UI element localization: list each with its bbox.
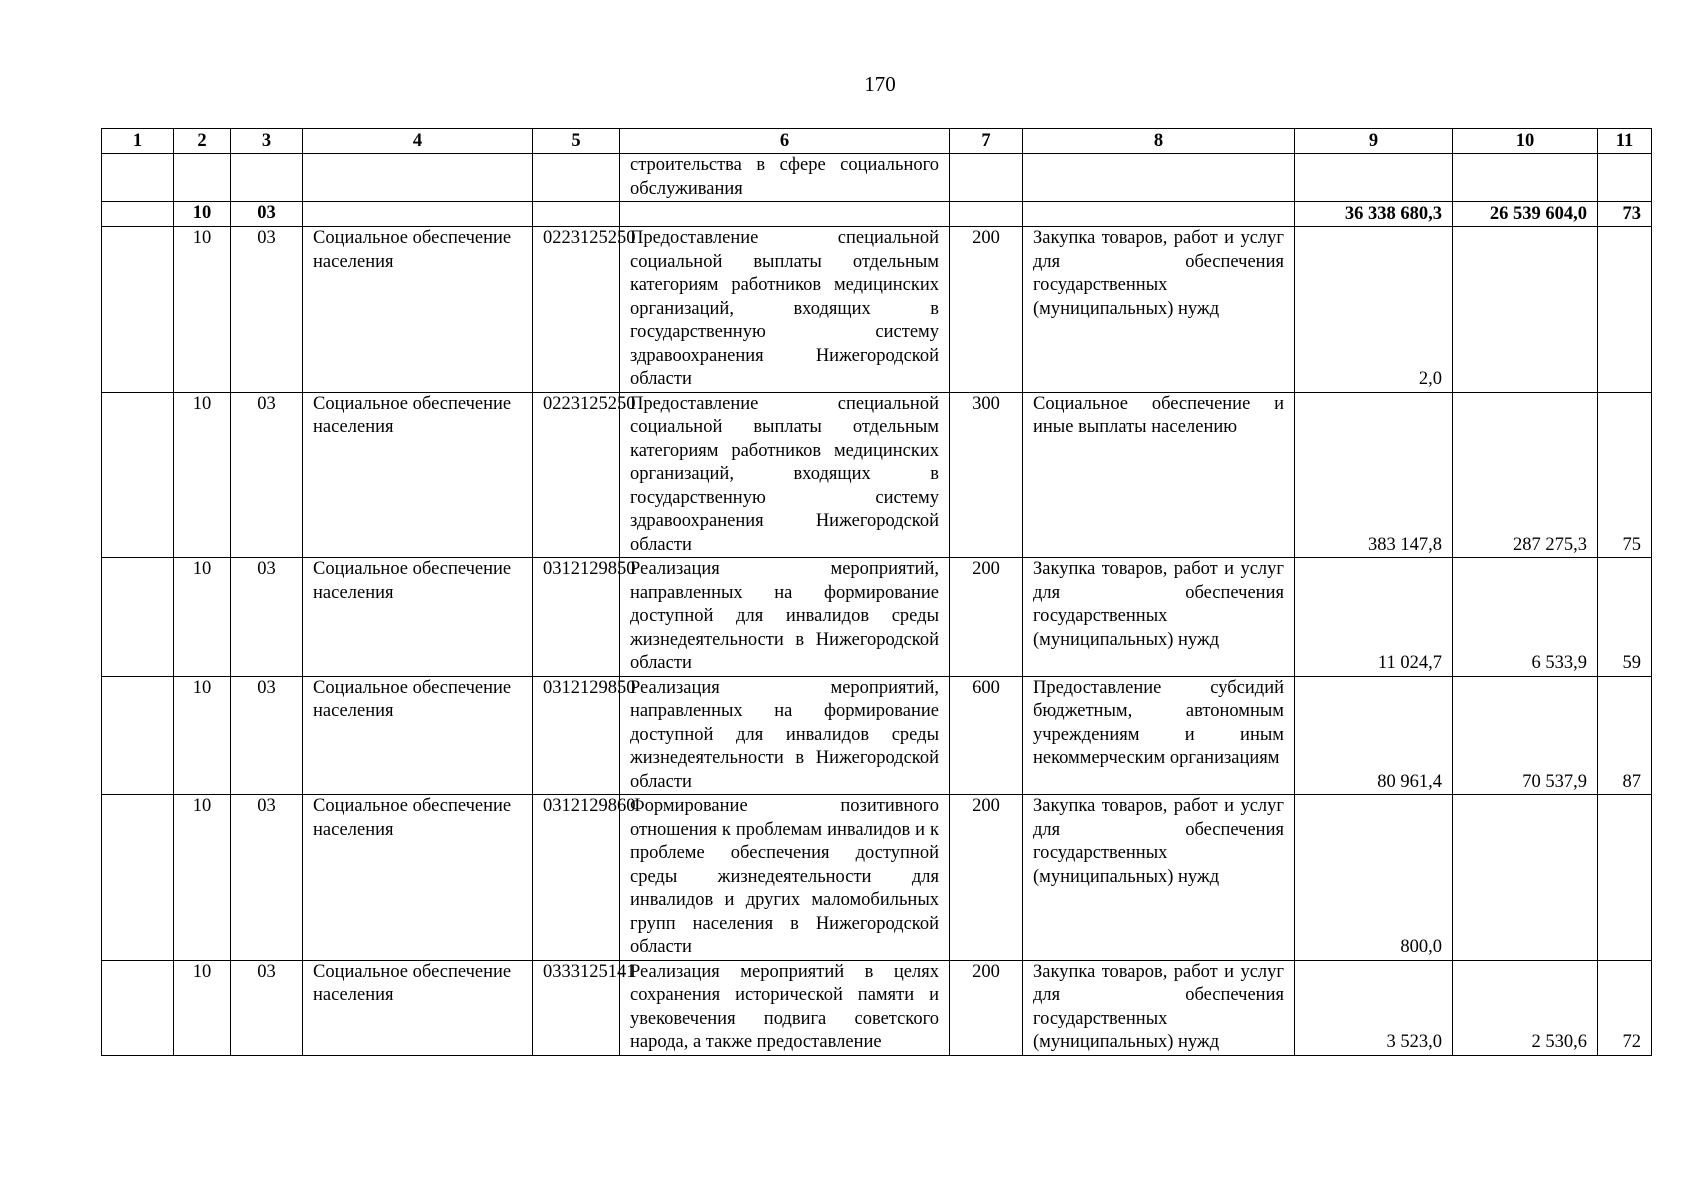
- planned-cell: 2,0: [1295, 227, 1453, 393]
- percent-cell: 72: [1598, 960, 1652, 1055]
- executed-cell: [1453, 227, 1598, 393]
- section-cell: 10: [174, 558, 231, 677]
- target-code-cell: 0223125250: [533, 227, 620, 393]
- cell: [174, 154, 231, 202]
- header-col-7: 7: [950, 129, 1023, 154]
- section-cell: 10: [174, 960, 231, 1055]
- cell: [102, 202, 174, 227]
- subsection-cell: 03: [231, 960, 303, 1055]
- expense-type-name-cell: Закупка товаров, работ и услуг для обеспечения государственных (муниципальных) нужд: [1023, 558, 1295, 677]
- header-col-8: 8: [1023, 129, 1295, 154]
- total-section: 10: [174, 202, 231, 227]
- cell: [102, 558, 174, 677]
- header-col-6: 6: [620, 129, 950, 154]
- cell: [231, 154, 303, 202]
- table-row: [102, 227, 1652, 393]
- section-name-cell: Социальное обеспечение населения: [303, 392, 533, 558]
- expense-type-cell: 600: [950, 676, 1023, 795]
- header-col-4: 4: [303, 129, 533, 154]
- subsection-cell: 03: [231, 227, 303, 393]
- executed-cell: [1453, 795, 1598, 961]
- expense-type-name-cell: Закупка товаров, работ и услуг для обеспечения государственных (муниципальных) нужд: [1023, 795, 1295, 961]
- cell: [950, 154, 1023, 202]
- total-percent: 73: [1598, 202, 1652, 227]
- target-code-cell: 0223125250: [533, 392, 620, 558]
- executed-cell: 70 537,9: [1453, 676, 1598, 795]
- table-row: [102, 558, 1652, 677]
- section-name-cell: Социальное обеспечение населения: [303, 960, 533, 1055]
- description-cell: Предоставление специальной социальной выплаты отдельным категориям работников медицинских организаций, входящих в государственную систему здравоохранения Нижегородской области: [620, 392, 950, 558]
- target-code-cell: 0312129860: [533, 795, 620, 961]
- header-row: [102, 129, 1652, 154]
- total-subsection: 03: [231, 202, 303, 227]
- header-col-9: 9: [1295, 129, 1453, 154]
- section-cell: 10: [174, 392, 231, 558]
- planned-cell: 80 961,4: [1295, 676, 1453, 795]
- description-cell: Формирование позитивного отношения к проблемам инвалидов и к проблеме обеспечения доступной среды жизнедеятельности для инвалидов и других маломобильных групп населения в Нижегородской области: [620, 795, 950, 961]
- total-row: [102, 202, 1652, 227]
- header-col-5: 5: [533, 129, 620, 154]
- cell: [102, 154, 174, 202]
- cell: [102, 392, 174, 558]
- subsection-cell: 03: [231, 558, 303, 677]
- executed-cell: 6 533,9: [1453, 558, 1598, 677]
- cell: [620, 202, 950, 227]
- section-name-cell: Социальное обеспечение населения: [303, 558, 533, 677]
- subsection-cell: 03: [231, 795, 303, 961]
- cell: [533, 202, 620, 227]
- cell: [950, 202, 1023, 227]
- planned-cell: 800,0: [1295, 795, 1453, 961]
- cell: [533, 154, 620, 202]
- section-cell: 10: [174, 227, 231, 393]
- cell: [303, 154, 533, 202]
- cell: [1023, 202, 1295, 227]
- cell: [303, 202, 533, 227]
- expense-type-name-cell: Предоставление субсидий бюджетным, автономным учреждениям и иным некоммерческим организациям: [1023, 676, 1295, 795]
- planned-cell: 11 024,7: [1295, 558, 1453, 677]
- cell: [1453, 154, 1598, 202]
- planned-cell: 3 523,0: [1295, 960, 1453, 1055]
- expense-type-cell: 200: [950, 960, 1023, 1055]
- cell: [102, 227, 174, 393]
- target-code-cell: 0312129850: [533, 558, 620, 677]
- description-cell: Предоставление специальной социальной выплаты отдельным категориям работников медицинских организаций, входящих в государственную систему здравоохранения Нижегородской области: [620, 227, 950, 393]
- header-col-10: 10: [1453, 129, 1598, 154]
- section-name-cell: Социальное обеспечение населения: [303, 227, 533, 393]
- subsection-cell: 03: [231, 676, 303, 795]
- percent-cell: [1598, 227, 1652, 393]
- target-code-cell: 0312129850: [533, 676, 620, 795]
- description-cell: Реализация мероприятий в целях сохранения исторической памяти и увековечения подвига советского народа, а также предоставление: [620, 960, 950, 1055]
- planned-cell: 383 147,8: [1295, 392, 1453, 558]
- table-row: [102, 795, 1652, 961]
- continuation-row: [102, 154, 1652, 202]
- section-name-cell: Социальное обеспечение населения: [303, 676, 533, 795]
- total-executed: 26 539 604,0: [1453, 202, 1598, 227]
- cell: [102, 676, 174, 795]
- executed-cell: 287 275,3: [1453, 392, 1598, 558]
- cell: [102, 960, 174, 1055]
- header-col-2: 2: [174, 129, 231, 154]
- section-cell: 10: [174, 676, 231, 795]
- percent-cell: 75: [1598, 392, 1652, 558]
- header-col-1: 1: [102, 129, 174, 154]
- table-row: [102, 960, 1652, 1055]
- table-row: [102, 392, 1652, 558]
- subsection-cell: 03: [231, 392, 303, 558]
- description-cell: Реализация мероприятий, направленных на формирование доступной для инвалидов среды жизнедеятельности в Нижегородской области: [620, 558, 950, 677]
- percent-cell: 59: [1598, 558, 1652, 677]
- executed-cell: 2 530,6: [1453, 960, 1598, 1055]
- percent-cell: [1598, 795, 1652, 961]
- target-code-cell: 0333125141: [533, 960, 620, 1055]
- header-col-3: 3: [231, 129, 303, 154]
- expense-type-cell: 200: [950, 558, 1023, 677]
- section-name-cell: Социальное обеспечение населения: [303, 795, 533, 961]
- budget-table: [101, 128, 1652, 1056]
- expense-type-name-cell: Закупка товаров, работ и услуг для обеспечения государственных (муниципальных) нужд: [1023, 960, 1295, 1055]
- expense-type-cell: 200: [950, 227, 1023, 393]
- section-cell: 10: [174, 795, 231, 961]
- expense-type-name-cell: Социальное обеспечение и иные выплаты населению: [1023, 392, 1295, 558]
- table-row: [102, 676, 1652, 795]
- cell: [1598, 154, 1652, 202]
- page-number: 170: [864, 72, 896, 96]
- description-cell: Реализация мероприятий, направленных на формирование доступной для инвалидов среды жизнедеятельности в Нижегородской области: [620, 676, 950, 795]
- percent-cell: 87: [1598, 676, 1652, 795]
- cell: [1023, 154, 1295, 202]
- continuation-description: строительства в сфере социального обслуживания: [620, 154, 950, 202]
- expense-type-name-cell: Закупка товаров, работ и услуг для обеспечения государственных (муниципальных) нужд: [1023, 227, 1295, 393]
- total-planned: 36 338 680,3: [1295, 202, 1453, 227]
- header-col-11: 11: [1598, 129, 1652, 154]
- cell: [1295, 154, 1453, 202]
- expense-type-cell: 200: [950, 795, 1023, 961]
- cell: [102, 795, 174, 961]
- expense-type-cell: 300: [950, 392, 1023, 558]
